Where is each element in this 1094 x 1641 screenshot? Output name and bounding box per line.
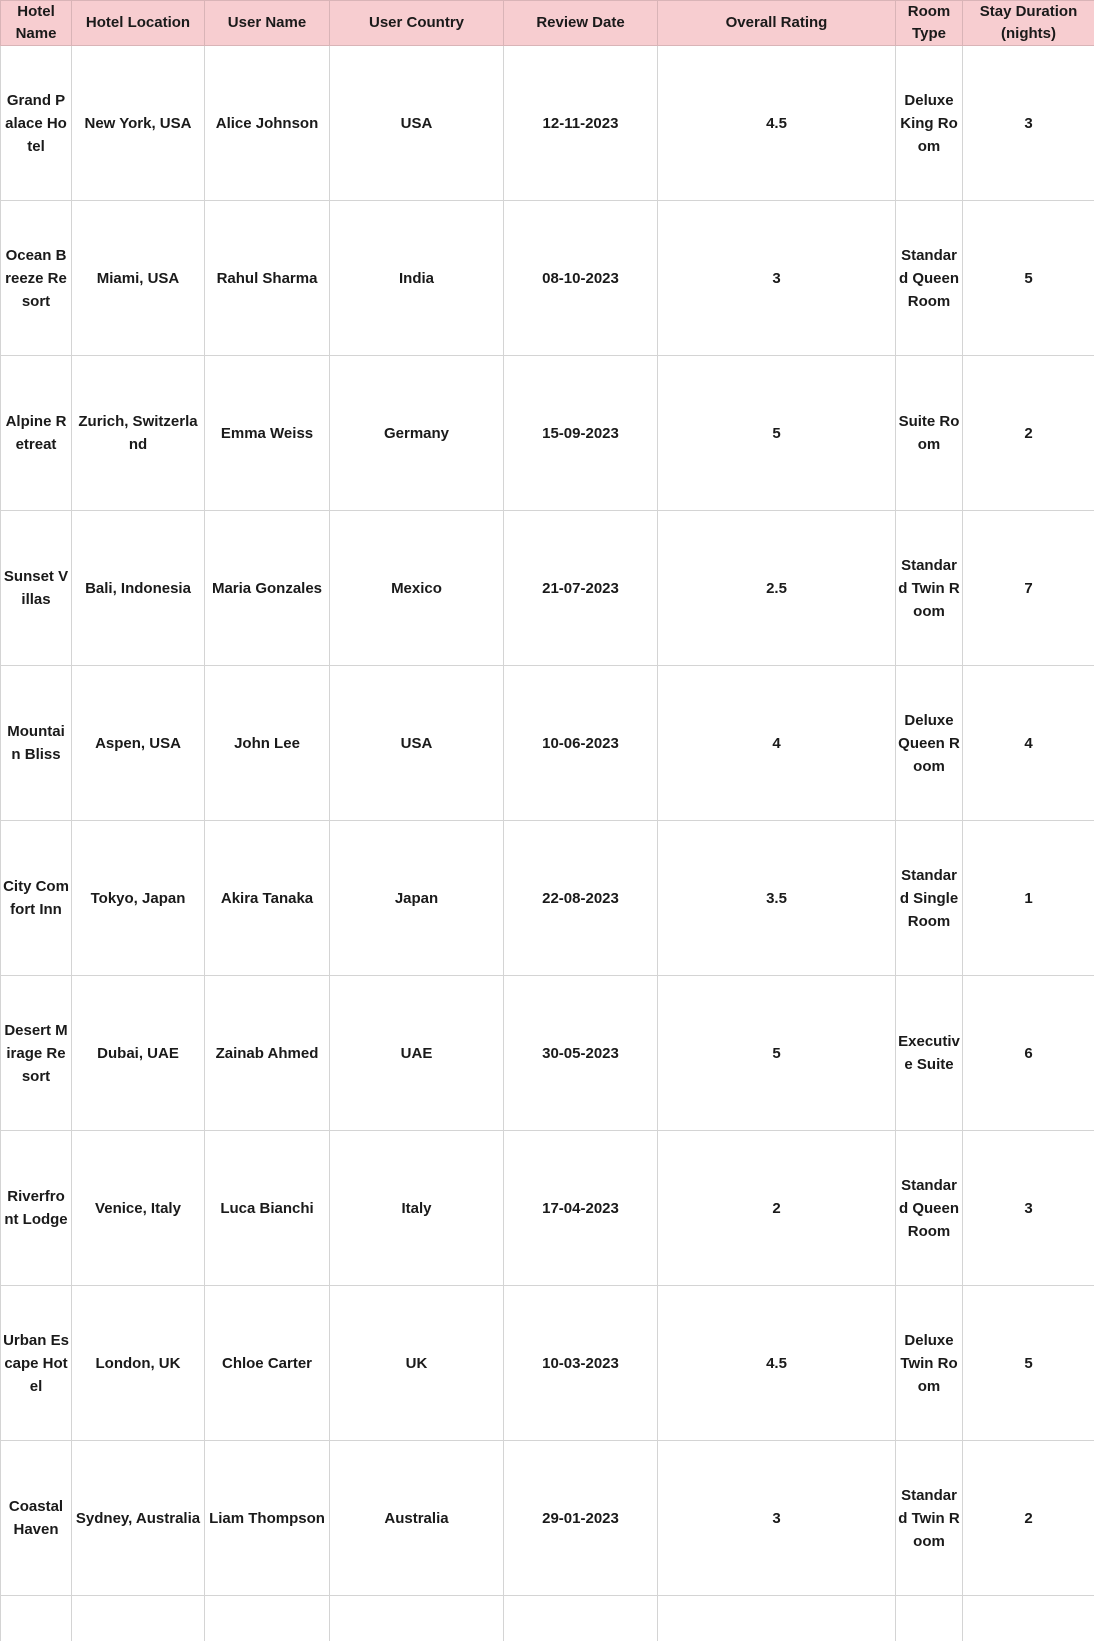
room-type-cell[interactable]: Deluxe Twin Room — [896, 1286, 963, 1441]
empty-row — [1, 1596, 1094, 1641]
review-date-cell[interactable]: 10-03-2023 — [504, 1286, 658, 1441]
user-name-cell[interactable]: Luca Bianchi — [205, 1131, 330, 1286]
table-row — [1, 356, 1094, 511]
overall-rating-cell[interactable]: 5 — [658, 356, 896, 511]
empty-cell[interactable] — [504, 1596, 658, 1641]
hotel-name-cell[interactable]: Riverfront Lodge — [1, 1131, 72, 1286]
hotel-name-cell[interactable]: Desert Mirage Resort — [1, 976, 72, 1131]
stay-duration-cell[interactable]: 1 — [963, 821, 1094, 976]
user-country-cell[interactable]: USA — [330, 46, 504, 201]
empty-cell[interactable] — [963, 1596, 1094, 1641]
user-country-cell[interactable]: Japan — [330, 821, 504, 976]
header-hotel-location[interactable]: Hotel Location — [72, 1, 205, 46]
overall-rating-cell[interactable]: 4.5 — [658, 46, 896, 201]
overall-rating-cell[interactable]: 3 — [658, 1441, 896, 1596]
user-name-cell[interactable]: Chloe Carter — [205, 1286, 330, 1441]
review-date-cell[interactable]: 10-06-2023 — [504, 666, 658, 821]
hotel-location-cell[interactable]: Sydney, Australia — [72, 1441, 205, 1596]
overall-rating-cell[interactable]: 5 — [658, 976, 896, 1131]
hotel-name-cell[interactable]: Coastal Haven — [1, 1441, 72, 1596]
review-date-cell[interactable]: 21-07-2023 — [504, 511, 658, 666]
header-overall-rating[interactable]: Overall Rating — [658, 1, 896, 46]
room-type-cell[interactable]: Suite Room — [896, 356, 963, 511]
hotel-name-cell[interactable]: Ocean Breeze Resort — [1, 201, 72, 356]
hotel-name-cell[interactable]: City Comfort Inn — [1, 821, 72, 976]
stay-duration-cell[interactable]: 2 — [963, 1441, 1094, 1596]
user-country-cell[interactable]: USA — [330, 666, 504, 821]
user-name-cell[interactable]: Akira Tanaka — [205, 821, 330, 976]
hotel-location-cell[interactable]: Zurich, Switzerland — [72, 356, 205, 511]
overall-rating-cell[interactable]: 2 — [658, 1131, 896, 1286]
review-date-cell[interactable]: 22-08-2023 — [504, 821, 658, 976]
user-name-cell[interactable]: Zainab Ahmed — [205, 976, 330, 1131]
room-type-cell[interactable]: Standard Twin Room — [896, 1441, 963, 1596]
header-user-country[interactable]: User Country — [330, 1, 504, 46]
hotel-location-cell[interactable]: New York, USA — [72, 46, 205, 201]
table-row — [1, 1131, 1094, 1286]
empty-cell[interactable] — [1, 1596, 72, 1641]
stay-duration-cell[interactable]: 7 — [963, 511, 1094, 666]
header-stay-duration[interactable]: Stay Duration (nights) — [963, 1, 1094, 46]
hotel-name-cell[interactable]: Sunset Villas — [1, 511, 72, 666]
review-date-cell[interactable]: 17-04-2023 — [504, 1131, 658, 1286]
room-type-cell[interactable]: Standard Single Room — [896, 821, 963, 976]
user-country-cell[interactable]: Mexico — [330, 511, 504, 666]
overall-rating-cell[interactable]: 2.5 — [658, 511, 896, 666]
header-room-type[interactable]: Room Type — [896, 1, 963, 46]
table-row — [1, 1441, 1094, 1596]
hotel-location-cell[interactable]: Venice, Italy — [72, 1131, 205, 1286]
hotel-location-cell[interactable]: Miami, USA — [72, 201, 205, 356]
header-review-date[interactable]: Review Date — [504, 1, 658, 46]
stay-duration-cell[interactable]: 3 — [963, 46, 1094, 201]
user-name-cell[interactable]: Liam Thompson — [205, 1441, 330, 1596]
room-type-cell[interactable]: Standard Queen Room — [896, 1131, 963, 1286]
user-country-cell[interactable]: Germany — [330, 356, 504, 511]
user-name-cell[interactable]: Rahul Sharma — [205, 201, 330, 356]
stay-duration-cell[interactable]: 5 — [963, 201, 1094, 356]
header-row — [1, 1, 1094, 46]
review-date-cell[interactable]: 15-09-2023 — [504, 356, 658, 511]
stay-duration-cell[interactable]: 6 — [963, 976, 1094, 1131]
user-name-cell[interactable]: Alice Johnson — [205, 46, 330, 201]
user-country-cell[interactable]: UK — [330, 1286, 504, 1441]
table-row — [1, 821, 1094, 976]
room-type-cell[interactable]: Standard Twin Room — [896, 511, 963, 666]
empty-cell[interactable] — [658, 1596, 896, 1641]
hotel-location-cell[interactable]: Tokyo, Japan — [72, 821, 205, 976]
user-country-cell[interactable]: Australia — [330, 1441, 504, 1596]
table-row — [1, 976, 1094, 1131]
table-row — [1, 46, 1094, 201]
review-date-cell[interactable]: 30-05-2023 — [504, 976, 658, 1131]
review-date-cell[interactable]: 29-01-2023 — [504, 1441, 658, 1596]
empty-cell[interactable] — [205, 1596, 330, 1641]
hotel-name-cell[interactable]: Mountain Bliss — [1, 666, 72, 821]
empty-cell[interactable] — [72, 1596, 205, 1641]
header-user-name[interactable]: User Name — [205, 1, 330, 46]
hotel-name-cell[interactable]: Grand Palace Hotel — [1, 46, 72, 201]
stay-duration-cell[interactable]: 4 — [963, 666, 1094, 821]
empty-cell[interactable] — [896, 1596, 963, 1641]
user-country-cell[interactable]: India — [330, 201, 504, 356]
overall-rating-cell[interactable]: 4 — [658, 666, 896, 821]
room-type-cell[interactable]: Deluxe Queen Room — [896, 666, 963, 821]
hotel-location-cell[interactable]: Aspen, USA — [72, 666, 205, 821]
table-row — [1, 1286, 1094, 1441]
room-type-cell[interactable]: Standard Queen Room — [896, 201, 963, 356]
table-row — [1, 666, 1094, 821]
user-name-cell[interactable]: Emma Weiss — [205, 356, 330, 511]
hotel-location-cell[interactable]: London, UK — [72, 1286, 205, 1441]
hotel-name-cell[interactable]: Alpine Retreat — [1, 356, 72, 511]
overall-rating-cell[interactable]: 3 — [658, 201, 896, 356]
review-date-cell[interactable]: 08-10-2023 — [504, 201, 658, 356]
room-type-cell[interactable]: Deluxe King Room — [896, 46, 963, 201]
overall-rating-cell[interactable]: 4.5 — [658, 1286, 896, 1441]
table-row — [1, 511, 1094, 666]
table-row — [1, 201, 1094, 356]
stay-duration-cell[interactable]: 2 — [963, 356, 1094, 511]
hotel-location-cell[interactable]: Dubai, UAE — [72, 976, 205, 1131]
empty-cell[interactable] — [330, 1596, 504, 1641]
user-name-cell[interactable]: Maria Gonzales — [205, 511, 330, 666]
user-country-cell[interactable]: Italy — [330, 1131, 504, 1286]
header-hotel-name[interactable]: Hotel Name — [1, 1, 72, 46]
stay-duration-cell[interactable]: 5 — [963, 1286, 1094, 1441]
hotel-name-cell[interactable]: Urban Escape Hotel — [1, 1286, 72, 1441]
user-name-cell[interactable]: John Lee — [205, 666, 330, 821]
room-type-cell[interactable]: Executive Suite — [896, 976, 963, 1131]
hotel-location-cell[interactable]: Bali, Indonesia — [72, 511, 205, 666]
overall-rating-cell[interactable]: 3.5 — [658, 821, 896, 976]
user-country-cell[interactable]: UAE — [330, 976, 504, 1131]
review-date-cell[interactable]: 12-11-2023 — [504, 46, 658, 201]
stay-duration-cell[interactable]: 3 — [963, 1131, 1094, 1286]
